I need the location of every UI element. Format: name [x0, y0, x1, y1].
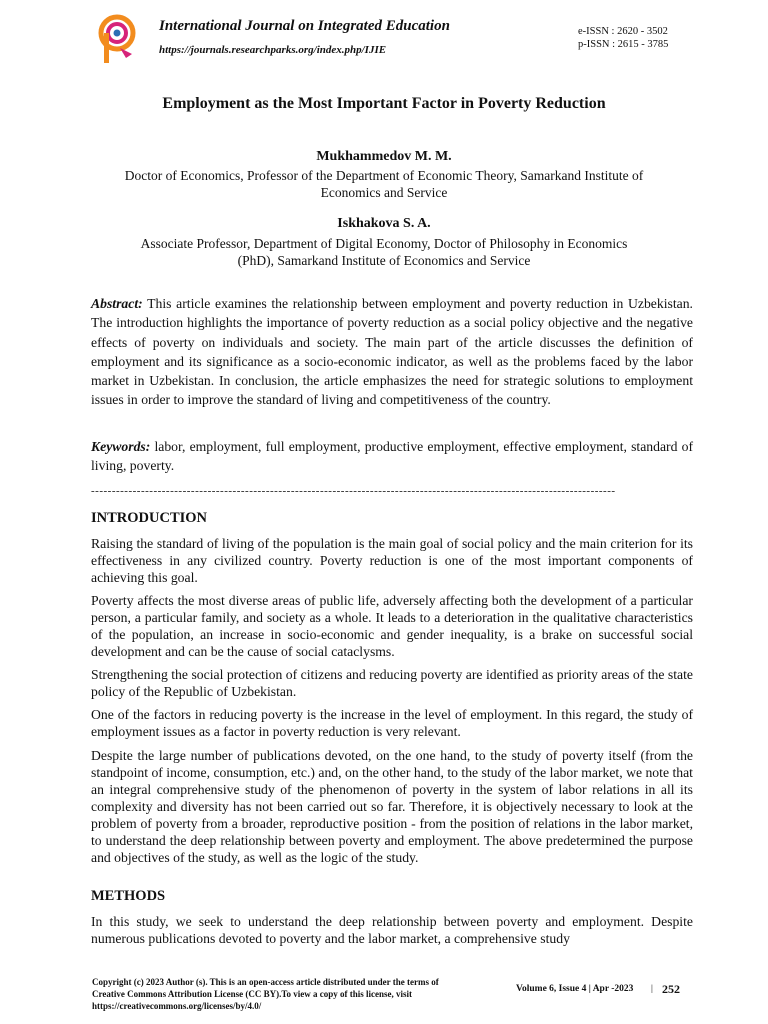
page-number: 252 — [662, 982, 680, 996]
journal-header — [96, 14, 696, 66]
intro-paragraph: Despite the large number of publications devoted, on the one hand, to the study of poverty itself (from the standpoint of income, consumption, etc.) and, on the other hand, to the study of the labor market, we note that an integral comprehensive study of the phenomenon of poverty in the system of labor relations in all its complexity and diversity has not been carried out so far. Therefore, it is objectively necessary to look at the problem of poverty from a broader, reproductive position - from the position of relations in the labor market, to understand the deep relationship between poverty and employment. The above predetermined the purpose and objectives of the study, as well as the logic of the study. — [91, 748, 693, 865]
intro-paragraph: One of the factors in reducing poverty is the increase in the level of employment. In this regard, the study of employment issues as a factor in poverty reduction is very relevant. — [91, 707, 693, 739]
methods-paragraph: In this study, we seek to understand the deep relationship between poverty and employment. Despite numerous publications devoted to poverty and the labor market, a comprehensive study — [91, 914, 693, 946]
keywords-text: labor, employment, full employment, productive employment, effective employment, standard of living, poverty. — [91, 439, 694, 474]
affiliation-line: Economics and Service — [320, 185, 448, 200]
section-divider: ------------------------------------------------------------------------------------------------------------------------------ — [91, 485, 616, 497]
author-name: Mukhammedov M. M. — [316, 149, 452, 164]
eissn-label: e-ISSN : 2620 - 3502 — [578, 26, 668, 37]
issn-block — [578, 25, 668, 51]
pissn-label: p-ISSN : 2615 - 3785 — [578, 39, 669, 50]
abstract-label: Abstract: — [91, 296, 143, 311]
article-title: Employment as the Most Important Factor in Poverty Reduction — [162, 95, 606, 112]
keywords-paragraph — [91, 437, 693, 476]
intro-paragraph: Poverty affects the most diverse areas of public life, adversely affecting both the development of a particular person, a particular family, and society as a whole. It leads to a deterioration in the qualitative characteristics of the population, an increase in socio-economic and gender inequality, is a brake on successful social development and can be the cause of social cataclysms. — [91, 593, 693, 659]
abstract-paragraph — [91, 294, 693, 410]
affiliation-line: Doctor of Economics, Professor of the Department of Economic Theory, Samarkand Institute of — [124, 168, 644, 183]
introduction-heading: INTRODUCTION — [91, 510, 208, 526]
author-affiliation — [80, 235, 688, 269]
keywords-label: Keywords: — [91, 439, 151, 454]
methods-heading: METHODS — [91, 888, 166, 904]
journal-title: International Journal on Integrated Education — [159, 18, 450, 34]
intro-paragraph: Raising the standard of living of the population is the main goal of social policy and the main criterion for its effectiveness in any civilized country. Poverty reduction is one of the most important components of achieving this goal. — [91, 536, 693, 585]
copyright-notice: Copyright (c) 2023 Author (s). This is an open-access article distributed under the terms of Creative Commons Attribution License (CC BY).To view a copy of this license, visit https://creativecommons.org/licenses/by/4.0/ — [92, 977, 439, 1011]
research-parks-logo-icon — [96, 14, 138, 66]
author-affiliation — [80, 167, 688, 201]
author-name: Iskhakova S. A. — [337, 216, 431, 231]
affiliation-line: (PhD), Samarkand Institute of Economics and Service — [237, 253, 531, 268]
affiliation-line: Associate Professor, Department of Digital Economy, Doctor of Philosophy in Economics — [140, 236, 628, 251]
volume-issue-label: Volume 6, Issue 4 | Apr -2023 — [516, 984, 634, 994]
footer-separator: | — [651, 984, 653, 994]
intro-paragraph: Strengthening the social protection of citizens and reducing poverty are identified as priority areas of the state policy of the Republic of Uzbekistan. — [91, 667, 693, 699]
abstract-text: This article examines the relationship between employment and poverty reduction in Uzbekistan. The introduction highlights the importance of poverty reduction as a social policy objective and the negative effects of poverty on individuals and society. The main part of the article discusses the definition of employment and its significance as a socio-economic indicator, as well as the problems faced by the labor market in Uzbekistan. In conclusion, the article emphasizes the need for strategic solutions to employment issues in order to improve the standard of living and competitiveness of the country. — [91, 296, 693, 408]
journal-url-link[interactable]: https://journals.researchparks.org/index.php/IJIE — [159, 44, 387, 56]
